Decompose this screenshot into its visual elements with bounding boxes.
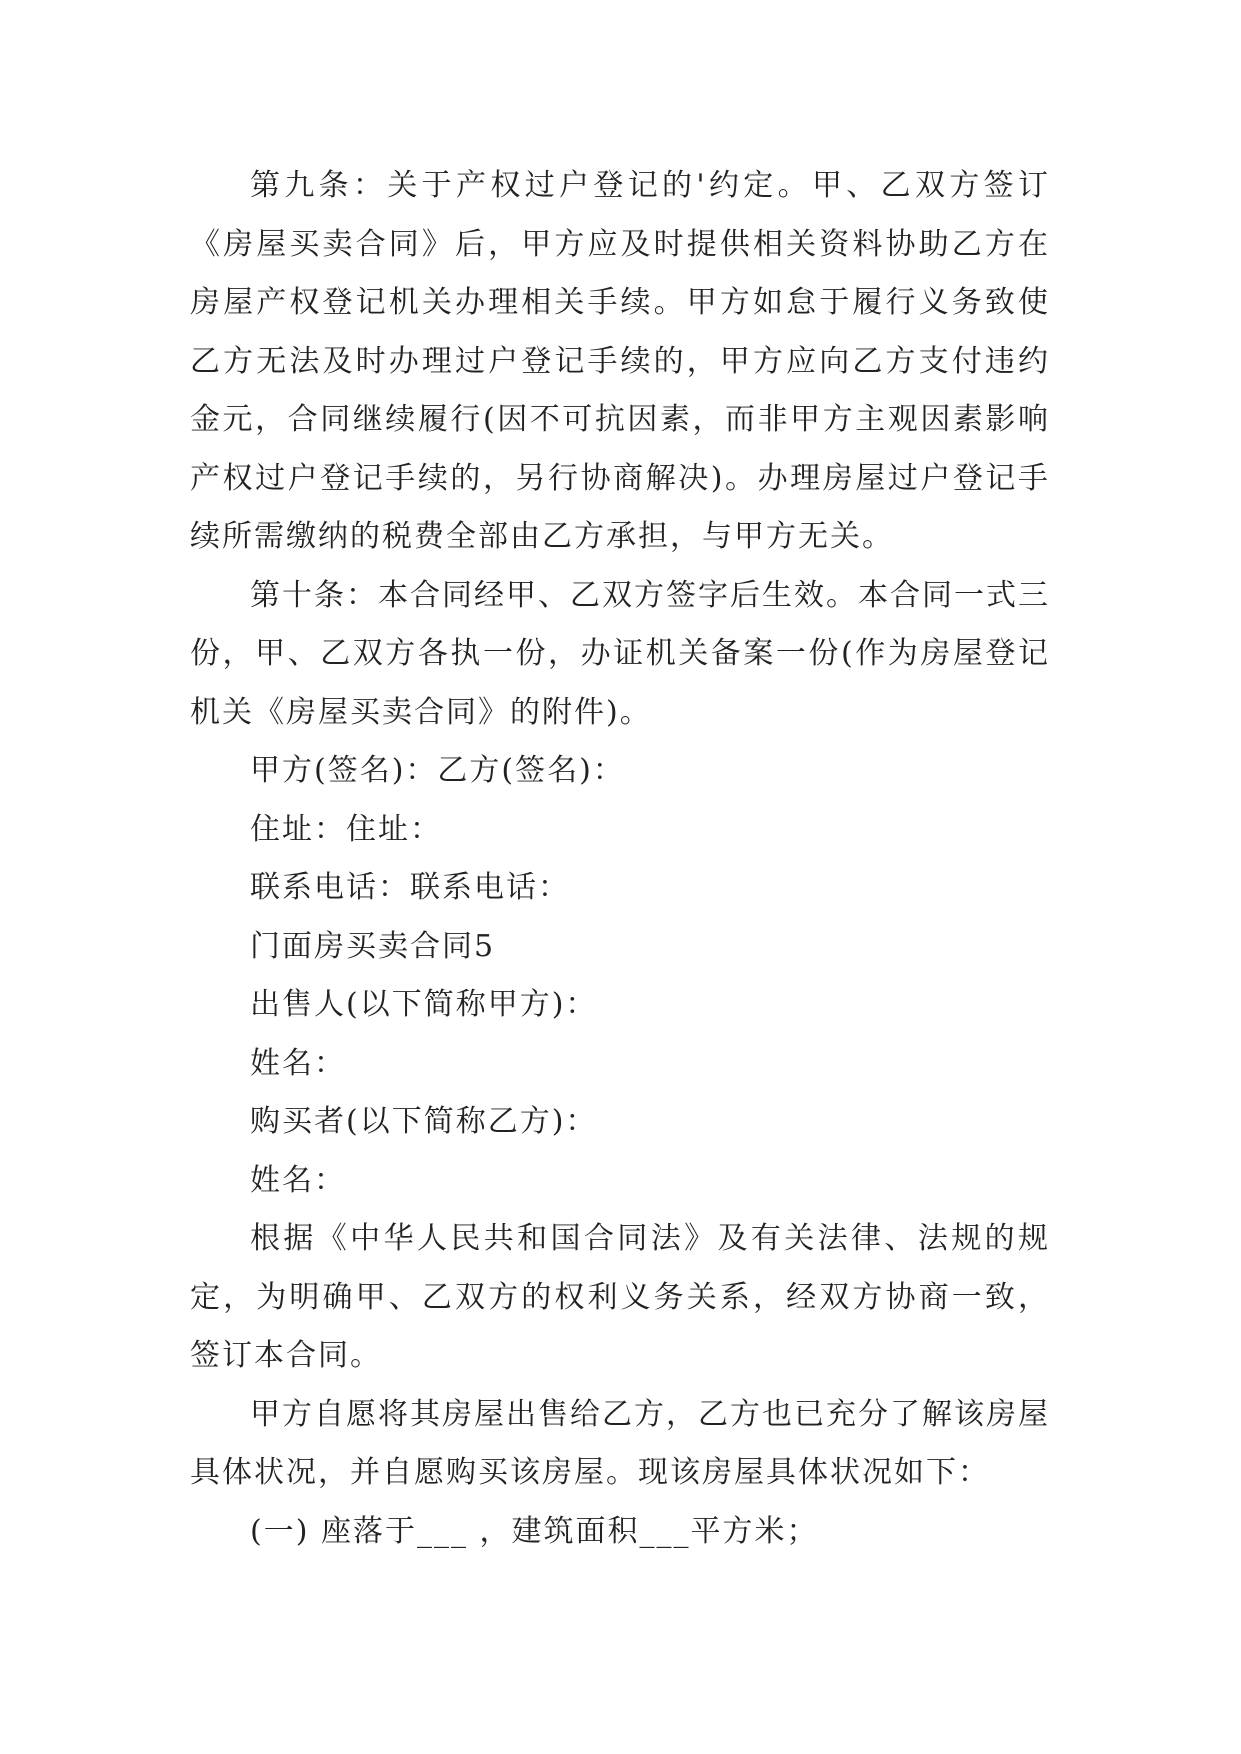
sale-intent-paragraph: 甲方自愿将其房屋出售给乙方，乙方也已充分了解该房屋具体状况，并自愿购买该房屋。现该房屋具体状况如下： [190, 1396, 1050, 1490]
buyer-name-label: 姓名： [250, 1162, 346, 1198]
article-9-paragraph: 第九条：关于产权过户登记的'约定。甲、乙双方签订《房屋买卖合同》后，甲方应及时提供相关资料协助乙方在房屋产权登记机关办理相关手续。甲方如怠于履行义务致使乙方无法及时办理过户登记手续的，甲方应向乙方支付违约金元，合同继续履行(因不可抗因素，而非甲方主观因素影响产权过户登记手续的，另行协商解决)。办理房屋过户登记手续所需缴纳的税费全部由乙方承担，与甲方无关。 [190, 168, 1050, 554]
property-location-item: (一) 座落于___ ，建筑面积___平方米； [250, 1513, 819, 1549]
seller-name-label: 姓名： [250, 1045, 346, 1081]
signature-line: 甲方(签名)：乙方(签名)： [250, 753, 625, 788]
buyer-label: 购买者(以下简称乙方)： [250, 1104, 598, 1139]
document-body [190, 157, 1050, 1561]
address-line: 住址：住址： [250, 811, 442, 847]
contract-title: 门面房买卖合同5 [250, 928, 496, 964]
legal-basis-paragraph: 根据《中华人民共和国合同法》及有关法律、法规的规定，为明确甲、乙双方的权利义务关系，经双方协商一致，签订本合同。 [190, 1221, 1050, 1373]
seller-label: 出售人(以下简称甲方)： [250, 987, 598, 1022]
article-10-paragraph: 第十条：本合同经甲、乙双方签字后生效。本合同一式三份，甲、乙双方各执一份，办证机关备案一份(作为房屋登记机关《房屋买卖合同》的附件)。 [190, 577, 1050, 730]
phone-line: 联系电话：联系电话： [250, 870, 570, 905]
